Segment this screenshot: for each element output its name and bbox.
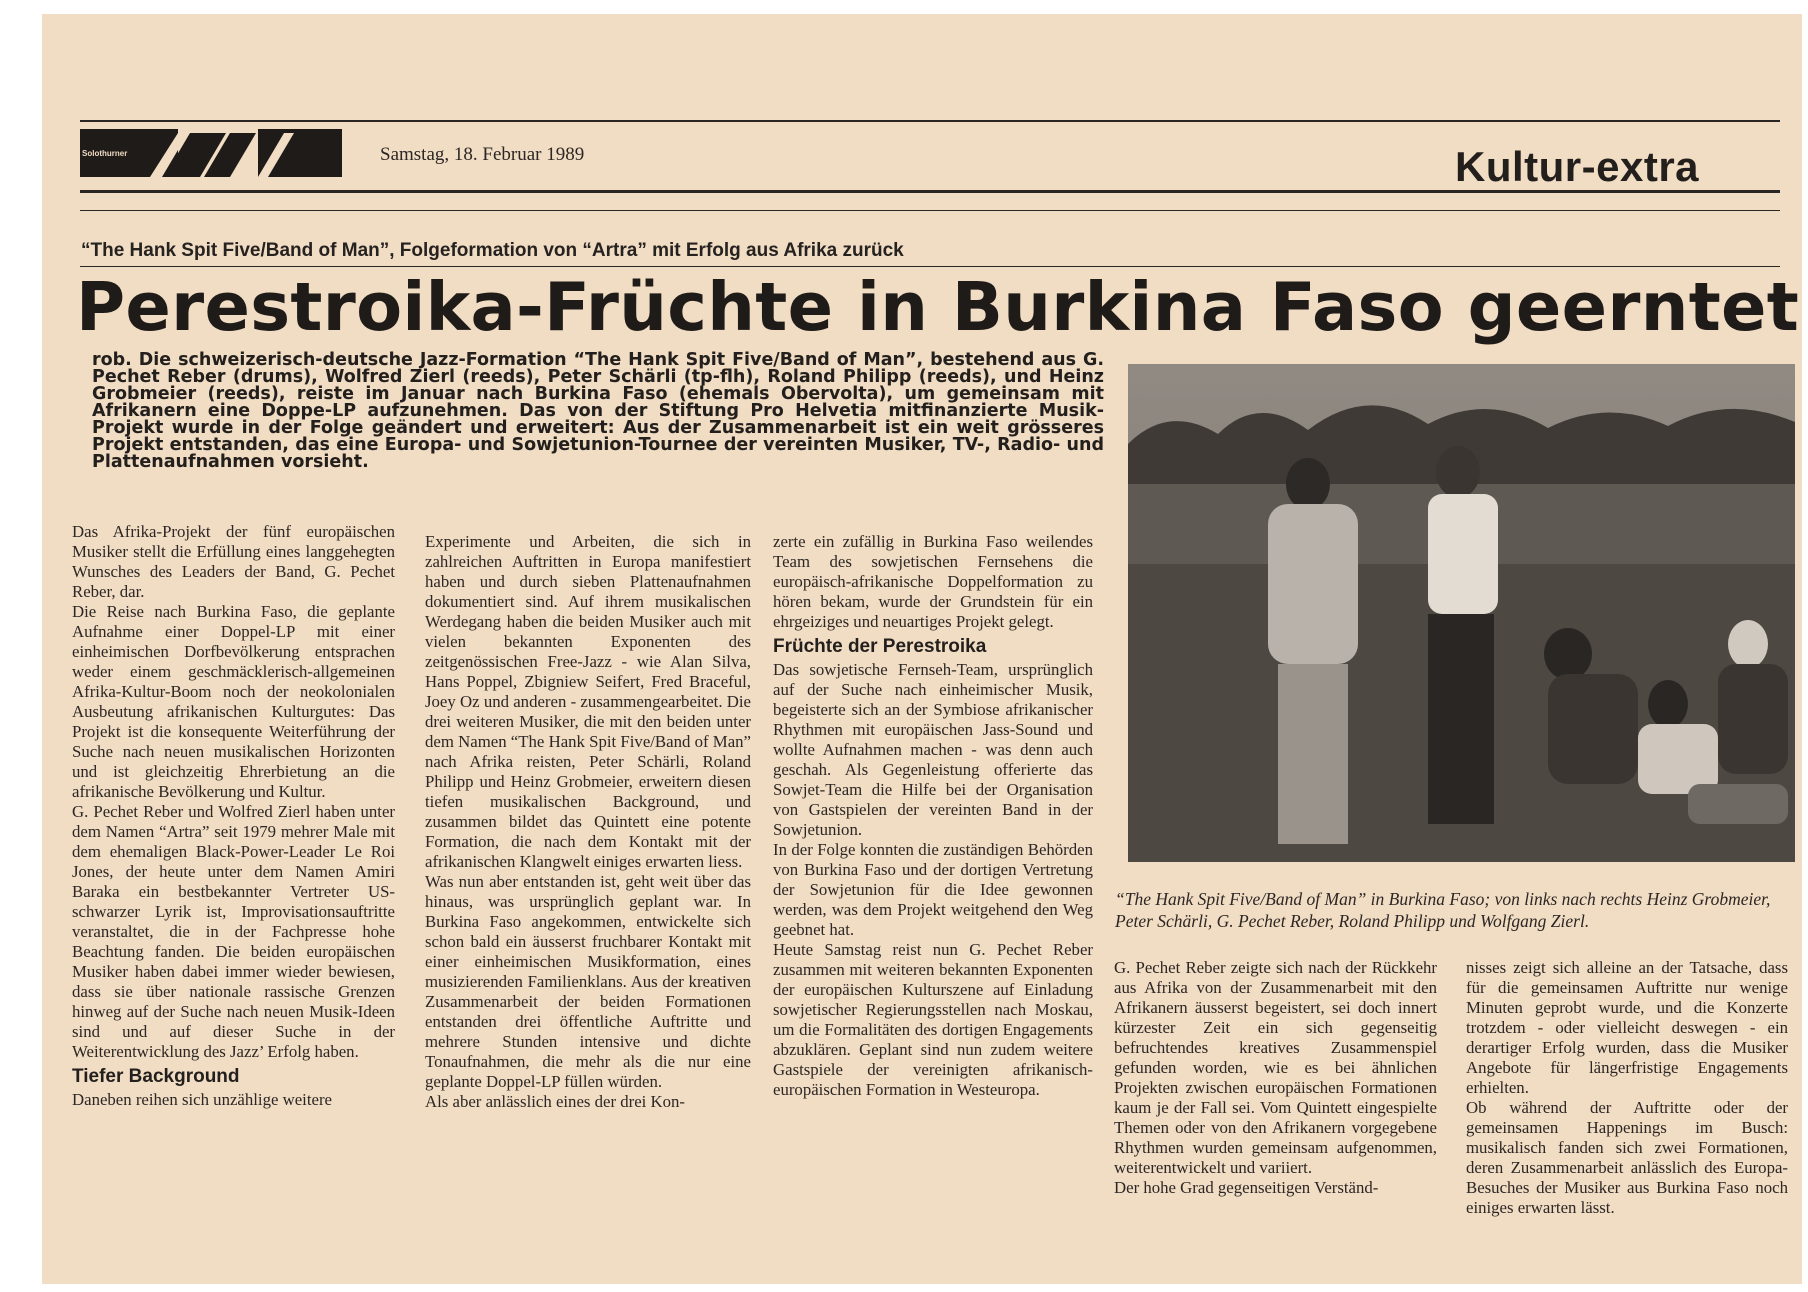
column-4-paragraph-1: G. Pechet Reber zeigte sich nach der Rückkehr aus Afrika von der Zusammenarbeit mit den Afrikanern äusserst begeistert, sei doch innert kürzester Zeit ein sich gegenseitig befruchtendes kreatives Zusammenspiel gefunden worden, wie es bei ähnlichen Projekten zwischen europäischen Formationen kaum je der Fall sei. Vom Quintett eingespielte Themen oder von den Afrikanern vorgegebene Rhythmen wurden gemeinsam aufgenommen, weiterentwickelt und variiert. <box>1114 958 1437 1177</box>
newspaper-logo <box>80 127 342 179</box>
subhead-tiefer-background: Tiefer Background <box>72 1066 240 1087</box>
column-2-paragraph-3: Als aber anlässlich eines der drei Kon- <box>425 1092 686 1111</box>
column-3-paragraph-1: zerte ein zufällig in Burkina Faso weilendes Team des sowjetischen Fernsehens die europäisch-afrikanische Doppelformation zu hören bekam, wurde der Grundstein für ein ehrgeiziges und neuartiges Projekt gelegt. <box>773 532 1093 631</box>
column-2-paragraph-1: Experimente und Arbeiten, die sich in zahlreichen Auftritten in Europa manifestiert haben und durch sieben Plattenaufnahmen dokumentiert sind. Auf ihrem musikalischen Werdegang haben die beiden Musiker auch mit vielen bekannten Exponenten des zeitgenössischen Free-Jazz - wie Alan Silva, Hans Poppel, Zbigniew Seifert, Fred Braceful, Joey Oz und anderen - zusammengearbeitet. Die drei weiteren Musiker, die mit den beiden unter dem Namen “The Hank Spit Five/Band of Man” nach Afrika reisten, Peter Schärli, Roland Philipp und Heinz Grobmeier, erweitern diesen tiefen musikalischen Background, und zusammen bildet das Quintett eine potente Formation, die nach dem Kontakt mit der afrikanischen Klangwelt einiges erwarten liess. <box>425 532 751 871</box>
column-1-paragraph-2: Die Reise nach Burkina Faso, die geplante Aufnahme einer Doppel-LP mit einer einheimischen Dorfbevölkerung entsprachen weder einem geschmäcklerisch-allgemeinen Afrika-Kultur-Boom noch der neokolonialen Ausbeutung afrikanischen Kulturgutes: Das Projekt ist die konsequente Weiterführung der Suche nach neuen musikalischen Horizonten und ist gleichzeitig Ehrerbietung an die afrikanische Bevölkerung und Kultur. <box>72 602 395 801</box>
logo-wordmark: Solothurner <box>82 149 128 158</box>
column-1-paragraph-4: Daneben reihen sich unzählige weitere <box>72 1090 332 1109</box>
column-1-paragraph-1: Das Afrika-Projekt der fünf europäischen Musiker stellt die Erfüllung eines langgehegten Wunsches des Leaders der Band, G. Pechet Reber, dar. <box>72 522 395 601</box>
issue-date: Samstag, 18. Februar 1989 <box>380 144 585 165</box>
column-3-paragraph-2: Das sowjetische Fernseh-Team, ursprünglich auf der Suche nach einheimischer Musik, begeisterte sich an der Symbiose afrikanischer Rhythmen mit europäischen Jass-Sound und wollte Aufnahmen machen - was denn auch geschah. Als Gegenleistung offerierte das Sowjet-Team die Hilfe bei der Organisation von Gastspielen der vereinten Band in der Sowjetunion. <box>773 660 1093 839</box>
column-5-paragraph-2: Ob während der Auftritte oder der gemeinsamen Happenings im Busch: musikalisch fanden sich zwei Formationen, deren Zusammenarbeit anlässlich des Europa-Besuches der Musiker aus Burkina Faso noch einiges erwarten lässt. <box>1466 1098 1788 1217</box>
article-headline: Perestroika-Früchte in Burkina Faso geerntet <box>76 268 1800 346</box>
article-lead: rob. Die schweizerisch-deutsche Jazz-Formation “The Hank Spit Five/Band of Man”, bestehend aus G. Pechet Reber (drums), Wolfred Zierl (reeds), Peter Schärli (tp-flh), Roland Philipp (reeds), und Heinz Grobmeier (reeds), reiste im Januar nach Burkina Faso (ehemals Obervolta), um gemeinsam mit Afrikanern eine Doppe-LP aufzunehmen. Das von der Stiftung Pro Helvetia mitfinanzierte Musik-Projekt wurde in der Folge geändert und erweitert: Aus der Zusammenarbeit ist ein weit grösseres Projekt entstanden, das eine Europa- und Sowjetunion-Tournee der vereinten Musiker, TV-, Radio- und Plattenaufnahmen vorsieht. <box>92 350 1104 472</box>
photo-caption: “The Hank Spit Five/Band of Man” in Burkina Faso; von links nach rechts Heinz Grobmeier, Peter Schärli, G. Pechet Reber, Roland Philipp und Wolfgang Zierl. <box>1115 889 1771 931</box>
masthead-rule-top <box>80 120 1780 122</box>
masthead-rule-thin <box>80 210 1780 211</box>
column-1-paragraph-3: G. Pechet Reber und Wolfred Zierl haben unter dem Namen “Artra” seit 1979 mehrer Male mit dem ehemaligen Black-Power-Leader Le Roi Jones, der heute unter dem Namen Amiri Baraka ein bestbekannter Vertreter US-schwarzer Lyrik ist, Improvisationsauftritte veranstaltet, die in der Fachpresse hohe Beachtung fanden. Die beiden europäischen Musiker haben dabei immer wieder bewiesen, dass sie über nationale rassische Grenzen hinweg auf der Suche nach neuen Musik-Ideen sind und auf dieser Suche in der Weiterentwicklung des Jazz’ Erfolg haben. <box>72 802 395 1061</box>
column-2-paragraph-2: Was nun aber entstanden ist, geht weit über das hinaus, was ursprünglich geplant war. In Burkina Faso angekommen, entwickelte sich schon bald ein äusserst fruchbarer Kontakt mit einer einheimischen Musikformation, eines musizierenden Familienklans. Aus der kreativen Zusammenarbeit der beiden Formationen entstanden drei öffentliche Auftritte und mehrere Stunden intensive und dichte Tonaufnahmen, die mehr als die nur eine geplante Doppel-LP füllen würden. <box>425 872 751 1091</box>
article-overline: “The Hank Spit Five/Band of Man”, Folgeformation von “Artra” mit Erfolg aus Afrika zurück <box>81 240 904 261</box>
column-5-paragraph-1: nisses zeigt sich alleine an der Tatsache, dass für die gemeinsamen Auftritte nur wenige Minuten geprobt wurde, und die Konzerte trotzdem - oder vielleicht deswegen - ein derartiger Erfolg wurden, dass die Musiker Angebote für längerfristige Engagements erhielten. <box>1466 958 1788 1097</box>
column-3-paragraph-3: In der Folge konnten die zuständigen Behörden von Burkina Faso und der dortigen Vertretung der Sowjetunion für die Idee gewonnen werden, was dem Projekt weitgehend den Weg geebnet hat. <box>773 840 1093 939</box>
overline-rule <box>80 266 1780 267</box>
subhead-fruechte-der-perestroika: Früchte der Perestroika <box>773 636 987 657</box>
article-column-1 <box>72 522 395 1110</box>
column-4-paragraph-2: Der hohe Grad gegenseitigen Verständ- <box>1114 1178 1379 1197</box>
section-title: Kultur-extra <box>1455 143 1700 190</box>
article-column-5 <box>1466 958 1788 1218</box>
band-photo-illustration <box>1128 364 1795 862</box>
article-column-3 <box>773 532 1093 1100</box>
band-photo <box>1128 364 1795 862</box>
column-3-paragraph-4: Heute Samstag reist nun G. Pechet Reber zusammen mit weiteren bekannten Exponenten der europäischen Kulturszene auf Einladung sowjetischer Regierungsstellen nach Moskau, um die Formalitäten des dortigen Engagements abzuklären. Geplant sind nun zudem weitere Gastspiele der vereinigten afrikanisch-europäischen Formation in Westeuropa. <box>773 940 1093 1099</box>
article-column-2 <box>425 532 751 1112</box>
article-column-4 <box>1114 958 1437 1198</box>
